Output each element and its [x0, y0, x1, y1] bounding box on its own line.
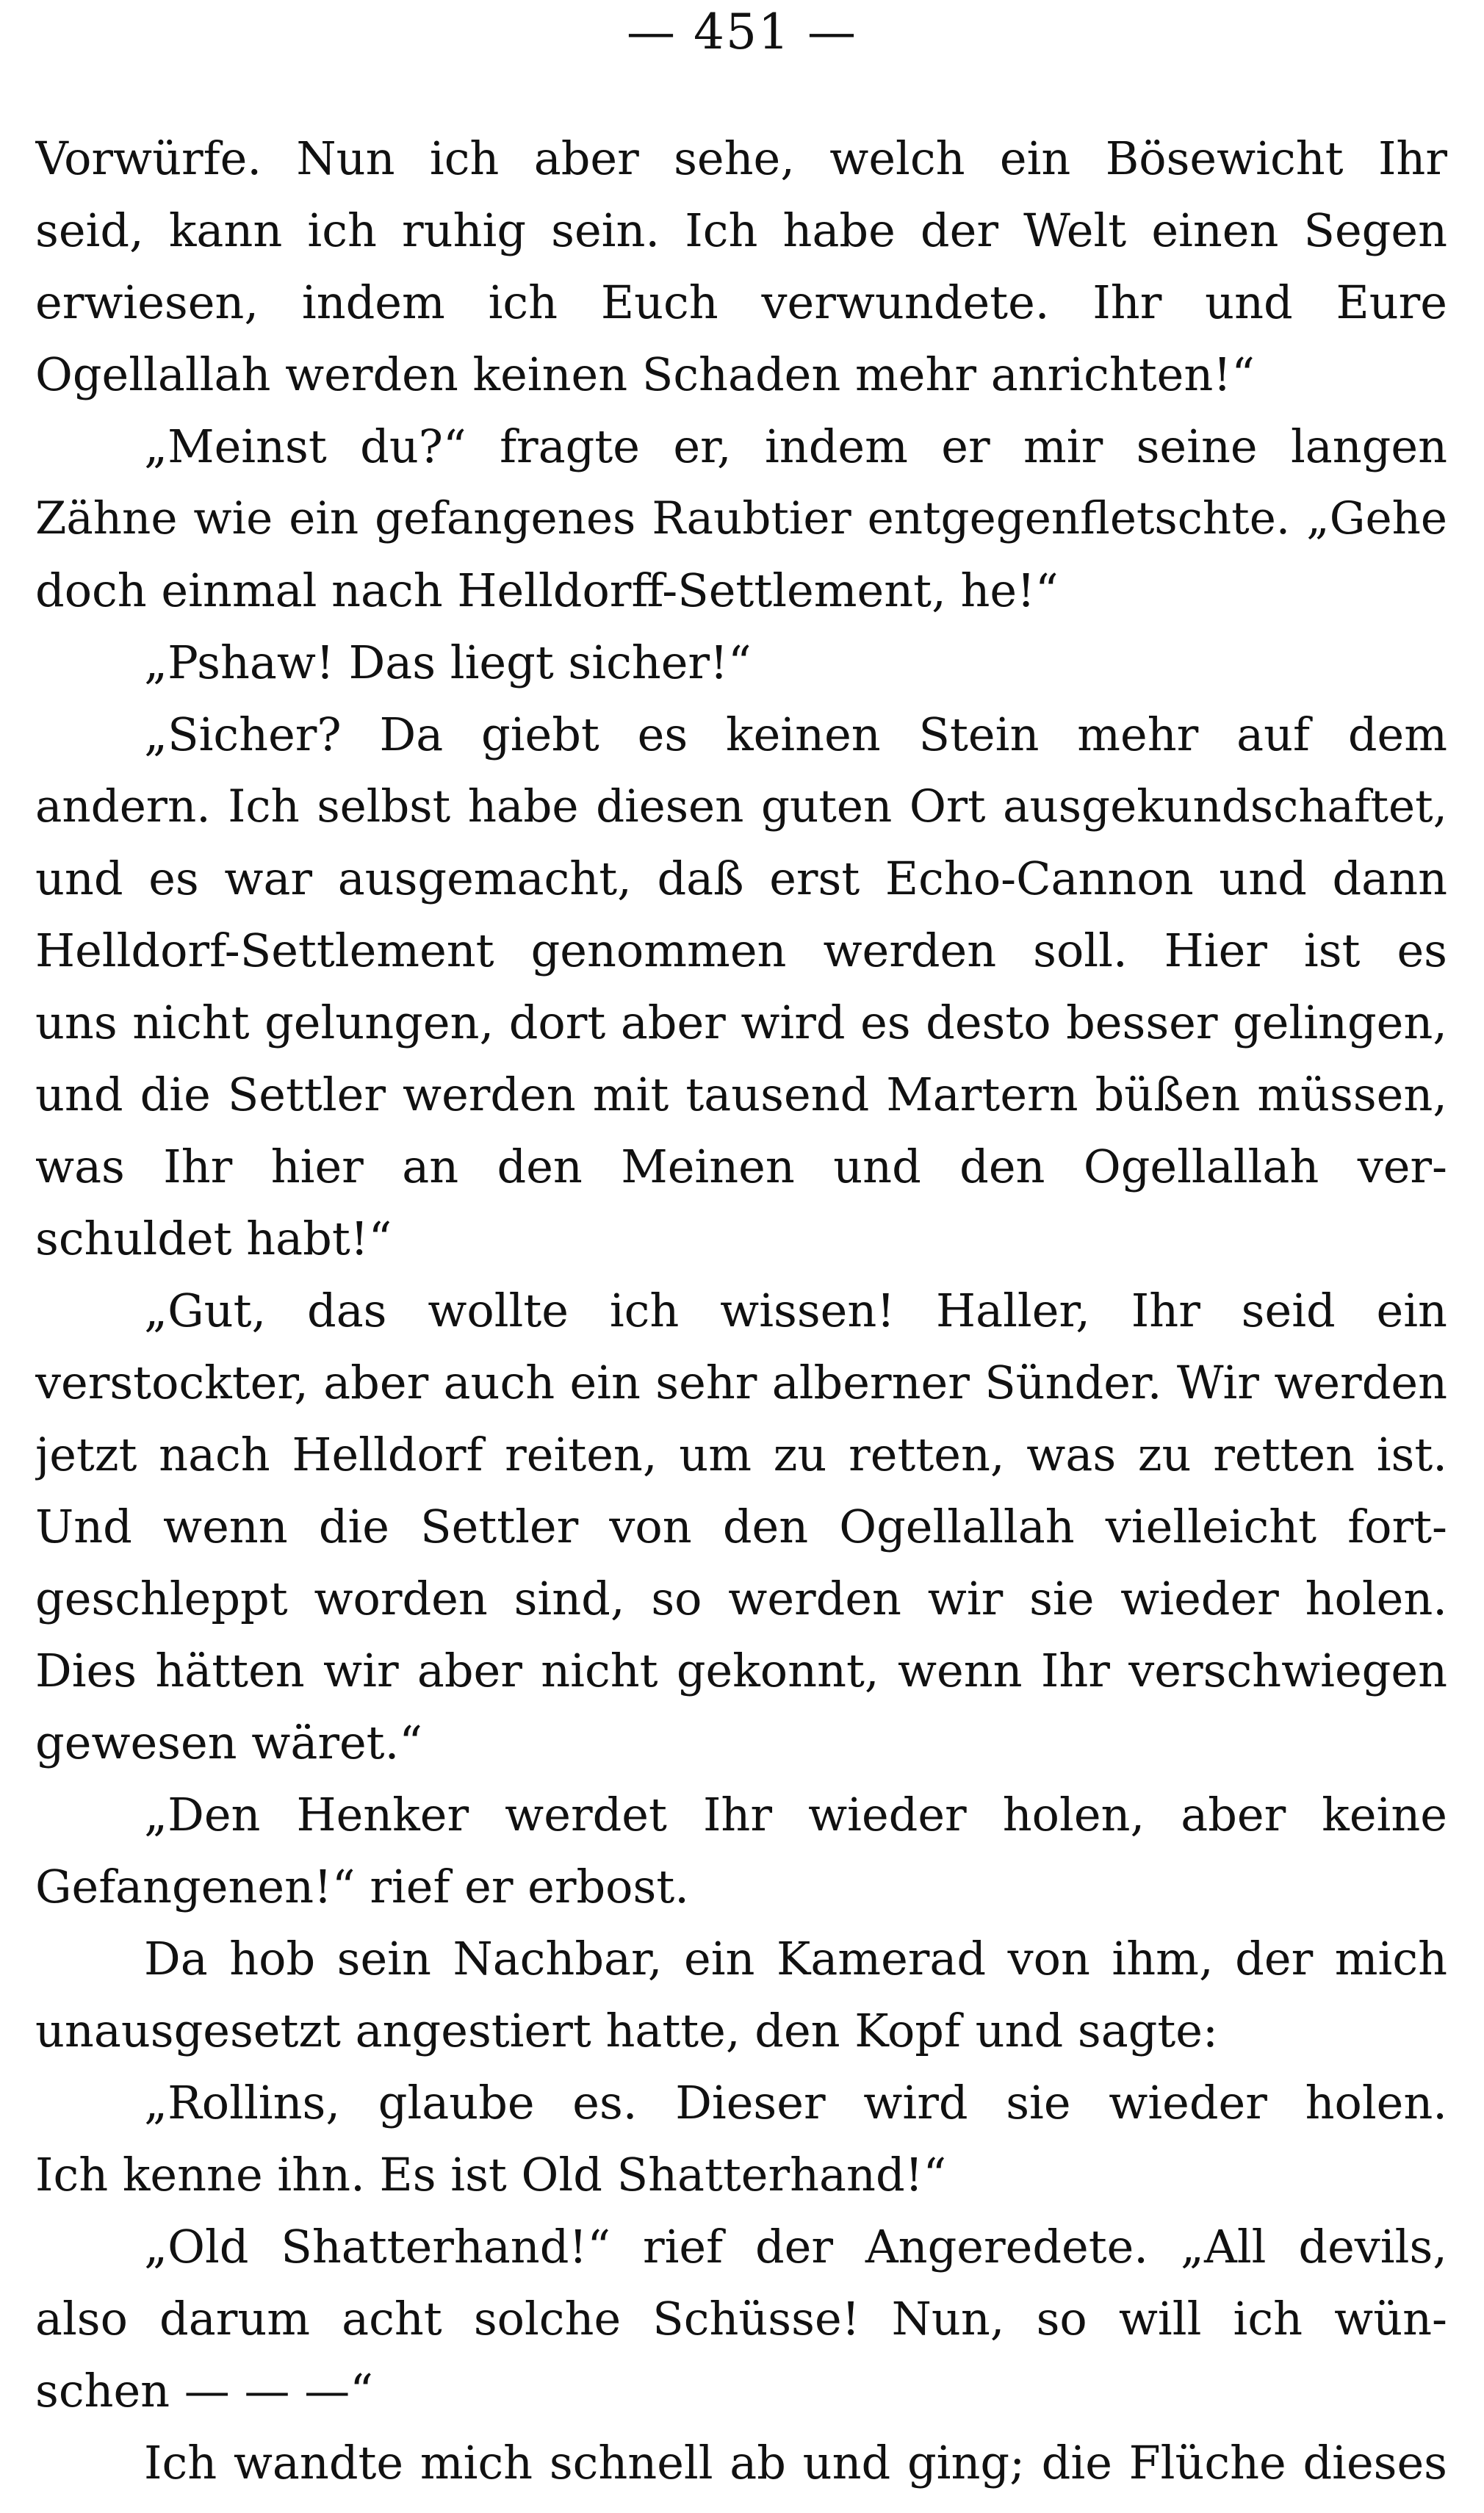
text-line: „Pshaw! Das liegt sicher!“	[144, 636, 752, 689]
text-line: Ich kenne ihn. Es ist Old Shatterhand!“	[35, 2148, 947, 2201]
text-line: „Den Henker werdet Ihr wieder holen, aber keine	[144, 1788, 1447, 1841]
text-line: schuldet habt!“	[35, 1212, 392, 1265]
text-line: Da hob sein Nachbar, ein Kamerad von ihm, der mich	[144, 1932, 1447, 1985]
text-line: „Meinst du?“ fragte er, indem er mir seine langen	[144, 420, 1447, 473]
text-line: „Gut, das wollte ich wissen! Haller, Ihr seid ein	[144, 1284, 1447, 1337]
page-number: — 451 —	[627, 4, 857, 60]
text-line: jetzt nach Helldorf reiten, um zu retten, was zu retten ist.	[35, 1428, 1447, 1481]
text-line: Gefangenen!“ rief er erbost.	[35, 1860, 689, 1913]
text-line: Vorwürfe. Nun ich aber sehe, welch ein Bösewicht Ihr	[35, 132, 1447, 185]
text-line: uns nicht gelungen, dort aber wird es desto besser gelingen,	[35, 996, 1447, 1049]
text-line: „Rollins, glaube es. Dieser wird sie wieder holen.	[144, 2076, 1447, 2129]
text-line: „Sicher? Da giebt es keinen Stein mehr auf dem	[144, 708, 1447, 761]
text-line: Zähne wie ein gefangenes Raubtier entgegenfletschte. „Gehe	[35, 492, 1447, 544]
body-text	[35, 123, 1447, 2499]
text-line: erwiesen, indem ich Euch verwundete. Ihr und Eure	[35, 276, 1447, 329]
text-line: unausgesetzt angestiert hatte, den Kopf und sagte:	[35, 2004, 1218, 2057]
text-line: Ogellallah werden keinen Schaden mehr anrichten!“	[35, 348, 1255, 401]
text-line: was Ihr hier an den Meinen und den Ogellallah ver-	[35, 1140, 1447, 1193]
text-line: Helldorf-Settlement genommen werden soll. Hier ist es	[35, 924, 1447, 977]
text-line: verstockter, aber auch ein sehr alberner Sünder. Wir werden	[35, 1356, 1447, 1409]
text-line: Dies hätten wir aber nicht gekonnt, wenn Ihr verschwiegen	[35, 1644, 1447, 1697]
text-line: doch einmal nach Helldorff-Settlement, he!“	[35, 564, 1059, 617]
text-line: gewesen wäret.“	[35, 1716, 422, 1769]
text-line: seid, kann ich ruhig sein. Ich habe der Welt einen Segen	[35, 204, 1447, 257]
text-line: Und wenn die Settler von den Ogellallah vielleicht fort-	[35, 1500, 1447, 1553]
text-line: schen — — —“	[35, 2364, 373, 2417]
text-line: also darum acht solche Schüsse! Nun, so will ich wün-	[35, 2292, 1447, 2345]
text-line: und die Settler werden mit tausend Martern büßen müssen,	[35, 1068, 1447, 1121]
text-line: und es war ausgemacht, daß erst Echo-Cannon und dann	[35, 852, 1447, 905]
text-line: Ich wandte mich schnell ab und ging; die Flüche dieses	[144, 2436, 1447, 2489]
text-line: geschleppt worden sind, so werden wir sie wieder holen.	[35, 1572, 1447, 1625]
text-line: „Old Shatterhand!“ rief der Angeredete. „All devils,	[144, 2220, 1447, 2273]
text-line: andern. Ich selbst habe diesen guten Ort ausgekundschaftet,	[35, 780, 1447, 833]
